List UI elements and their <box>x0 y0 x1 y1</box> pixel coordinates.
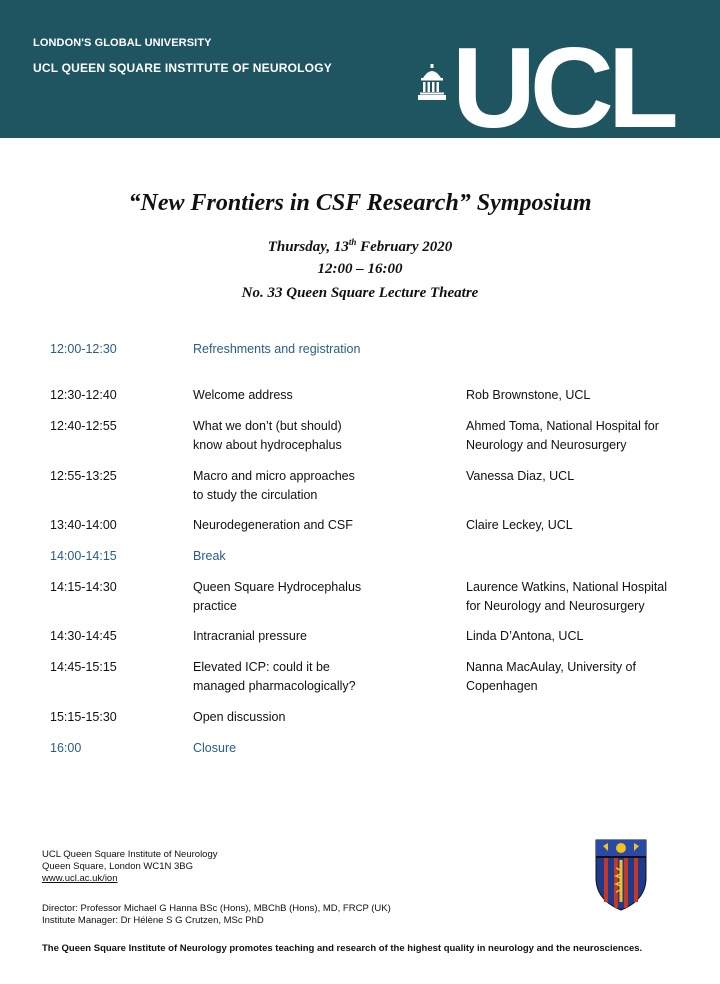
session-title: Welcome address <box>193 388 293 402</box>
institute-name: UCL QUEEN SQUARE INSTITUTE OF NEUROLOGY <box>33 61 332 75</box>
institute-staff <box>42 903 391 927</box>
session-time: 12:55-13:25 <box>50 469 117 483</box>
address-line: Queen Square, London WC1N 3BG <box>42 861 194 872</box>
header-banner <box>0 0 720 152</box>
session-time: 14:30-14:45 <box>50 629 117 643</box>
event-title: “New Frontiers in CSF Research” Symposium <box>128 190 592 216</box>
session-speaker: Rob Brownstone, UCL <box>466 388 591 402</box>
ucl-logo: UCL <box>452 25 673 152</box>
website-link[interactable]: www.ucl.ac.uk/ion <box>42 873 118 884</box>
session-time: 16:00 <box>50 741 82 755</box>
session-time: 12:00-12:30 <box>50 342 117 356</box>
session-speaker: Ahmed Toma, National Hospital for Neurology and Neurosurgery <box>466 419 659 452</box>
address-line: UCL Queen Square Institute of Neurology <box>42 849 218 860</box>
session-speaker: Claire Leckey, UCL <box>466 518 573 532</box>
session-title: Queen Square Hydrocephalus practice <box>193 580 362 613</box>
portico-icon <box>416 64 448 100</box>
session-time: 14:00-14:15 <box>50 549 117 563</box>
session-time: 12:40-12:55 <box>50 419 117 433</box>
institute-crest-icon <box>594 838 648 912</box>
session-time: 14:45-15:15 <box>50 660 117 674</box>
manager-line: Institute Manager: Dr Hélène S G Crutzen, MSc PhD <box>42 915 264 926</box>
footer-tagline: The Queen Square Institute of Neurology promotes teaching and research of the highest quality in neurology and the neurosciences. <box>42 943 643 954</box>
event-venue: No. 33 Queen Square Lecture Theatre <box>241 285 479 301</box>
session-title: Closure <box>193 741 237 755</box>
university-tagline: LONDON'S GLOBAL UNIVERSITY <box>33 37 212 49</box>
session-time: 15:15-15:30 <box>50 710 117 724</box>
session-title: Elevated ICP: could it be managed pharmacologically? <box>193 660 356 693</box>
event-time: 12:00 – 16:00 <box>317 261 403 277</box>
session-title: Intracranial pressure <box>193 629 307 643</box>
session-time: 13:40-14:00 <box>50 518 117 532</box>
session-title: Neurodegeneration and CSF <box>193 518 353 532</box>
session-speaker: Laurence Watkins, National Hospital for Neurology and Neurosurgery <box>466 580 668 613</box>
session-time: 12:30-12:40 <box>50 388 117 402</box>
session-title: Refreshments and registration <box>193 342 361 356</box>
session-speaker: Nanna MacAulay, University of Copenhagen <box>466 660 636 693</box>
event-date: Thursday, 13th February 2020 <box>267 237 453 255</box>
session-speaker: Linda D’Antona, UCL <box>466 629 584 643</box>
session-time: 14:15-14:30 <box>50 580 117 594</box>
director-line: Director: Professor Michael G Hanna BSc (Hons), MBChB (Hons), MD, FRCP (UK) <box>42 903 391 914</box>
institute-address <box>42 849 218 885</box>
session-title: Open discussion <box>193 710 286 724</box>
session-title: Macro and micro approaches to study the circulation <box>193 469 355 502</box>
session-title: What we don’t (but should) know about hydrocephalus <box>193 419 342 452</box>
session-title: Break <box>193 549 226 563</box>
session-speaker: Vanessa Diaz, UCL <box>466 469 575 483</box>
